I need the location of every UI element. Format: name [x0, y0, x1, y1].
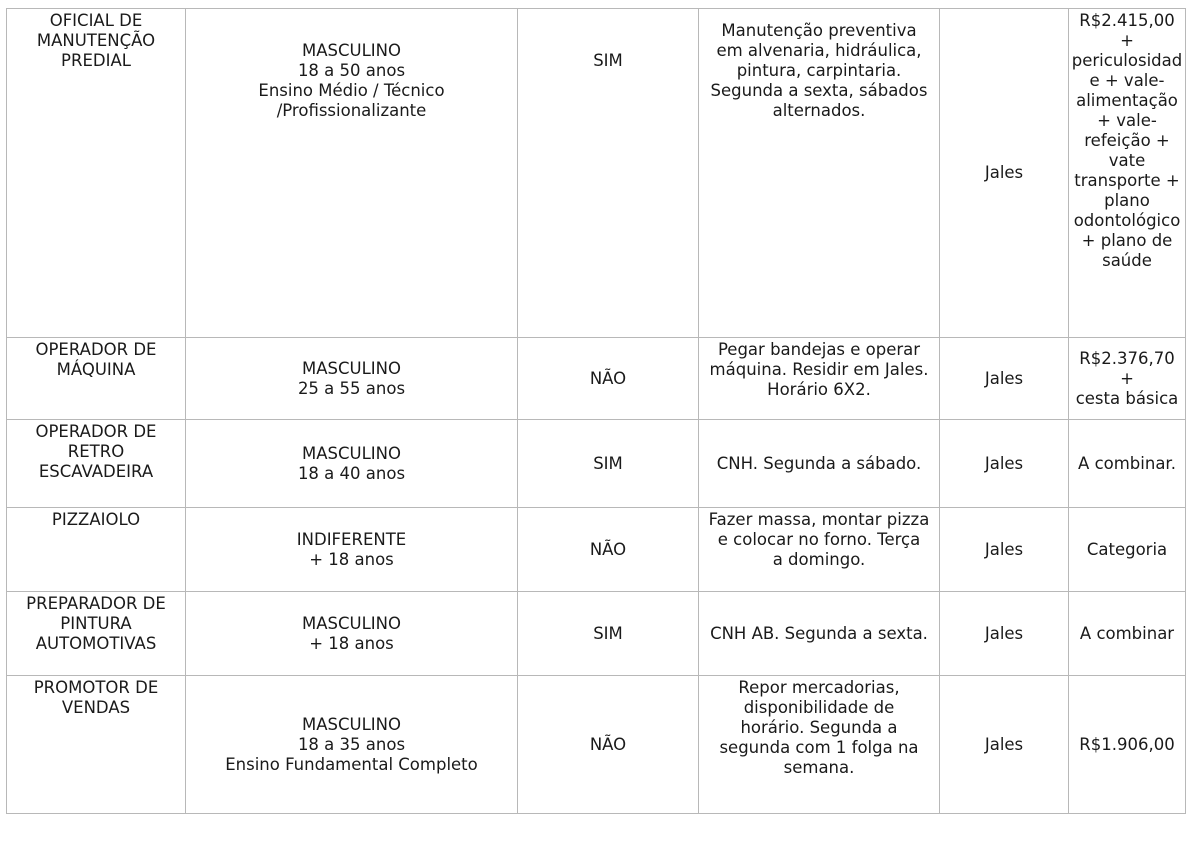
perfil-cell: MASCULINO 18 a 35 anos Ensino Fundamental Completo — [186, 676, 518, 814]
salario-cell: R$2.376,70 + cesta básica — [1069, 338, 1186, 420]
descricao-cell: Pegar bandejas e operar máquina. Residir em Jales. Horário 6X2. — [699, 338, 940, 420]
perfil-cell: INDIFERENTE + 18 anos — [186, 508, 518, 592]
cargo-cell: OFICIAL DE MANUTENÇÃO PREDIAL — [7, 9, 186, 338]
perfil-cell: MASCULINO 18 a 50 anos Ensino Médio / Técnico /Profissionalizante — [186, 9, 518, 338]
job-listings-table — [6, 8, 1186, 814]
cargo-cell: OPERADOR DE MÁQUINA — [7, 338, 186, 420]
cargo-cell: PROMOTOR DE VENDAS — [7, 676, 186, 814]
cidade-cell: Jales — [940, 508, 1069, 592]
cnh-cell: NÃO — [518, 676, 699, 814]
salario-cell: R$2.415,00 + periculosidad e + vale- alimentação + vale- refeição + vate transporte + plano odontológico + plano de saúde — [1069, 9, 1186, 338]
cnh-cell: SIM — [518, 9, 699, 338]
cargo-cell: PREPARADOR DE PINTURA AUTOMOTIVAS — [7, 592, 186, 676]
cidade-cell: Jales — [940, 9, 1069, 338]
cnh-cell: NÃO — [518, 338, 699, 420]
cargo-cell: PIZZAIOLO — [7, 508, 186, 592]
cargo-cell: OPERADOR DE RETRO ESCAVADEIRA — [7, 420, 186, 508]
cnh-cell: SIM — [518, 592, 699, 676]
descricao-cell: Fazer massa, montar pizza e colocar no forno. Terça a domingo. — [699, 508, 940, 592]
salario-cell: A combinar — [1069, 592, 1186, 676]
descricao-cell: Repor mercadorias, disponibilidade de horário. Segunda a segunda com 1 folga na semana. — [699, 676, 940, 814]
perfil-cell: MASCULINO + 18 anos — [186, 592, 518, 676]
perfil-cell: MASCULINO 25 a 55 anos — [186, 338, 518, 420]
perfil-cell: MASCULINO 18 a 40 anos — [186, 420, 518, 508]
table-row — [7, 338, 1186, 420]
cidade-cell: Jales — [940, 676, 1069, 814]
cnh-cell: SIM — [518, 420, 699, 508]
salario-cell: A combinar. — [1069, 420, 1186, 508]
table-row — [7, 592, 1186, 676]
salario-cell: R$1.906,00 — [1069, 676, 1186, 814]
table-row — [7, 508, 1186, 592]
cnh-cell: NÃO — [518, 508, 699, 592]
table-row — [7, 9, 1186, 338]
cidade-cell: Jales — [940, 338, 1069, 420]
salario-cell: Categoria — [1069, 508, 1186, 592]
table-row — [7, 676, 1186, 814]
table-row — [7, 420, 1186, 508]
descricao-cell: CNH AB. Segunda a sexta. — [699, 592, 940, 676]
descricao-cell: Manutenção preventiva em alvenaria, hidráulica, pintura, carpintaria. Segunda a sexta, sábados alternados. — [699, 9, 940, 338]
descricao-cell: CNH. Segunda a sábado. — [699, 420, 940, 508]
cidade-cell: Jales — [940, 592, 1069, 676]
cidade-cell: Jales — [940, 420, 1069, 508]
